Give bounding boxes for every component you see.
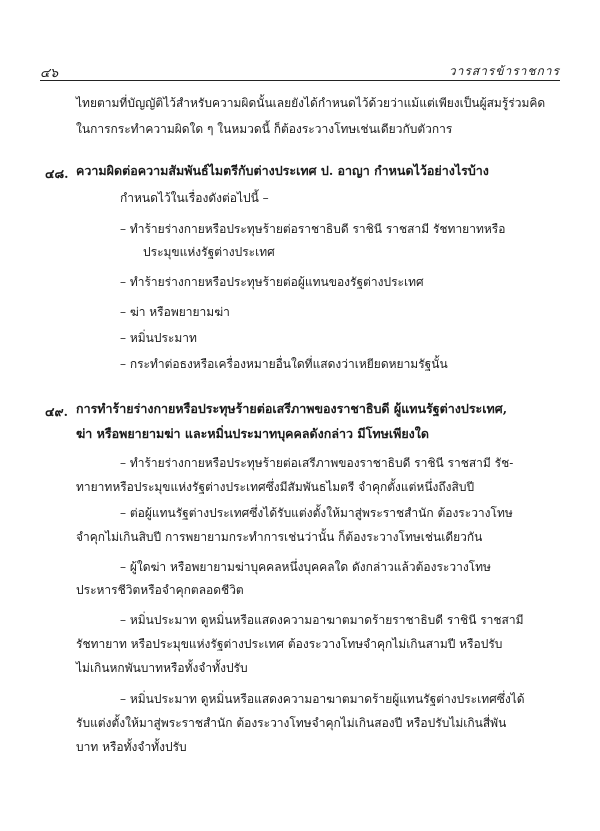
section-48-heading: ความผิดต่อความสัมพันธ์ไมตรีกับต่างประเทศ ป. อาญา กำหนดไว้อย่างไรบ้าง bbox=[76, 163, 489, 178]
section-49-para: ทายาทหรือประมุขแห่งรัฐต่างประเทศซึ่งมีสัมพันธไมตรี จำคุกตั้งแต่หนึ่งถึงสิบปี bbox=[76, 480, 475, 494]
section-48-item: – ทำร้ายร่างกายหรือประทุษร้ายต่อราชาธิบดี ราชินี ราชสามี รัชทายาทหรือ bbox=[120, 222, 506, 236]
intro-line-1: ไทยตามที่บัญญัติไว้สำหรับความผิดนั้นเลยยังได้กำหนดไว้ด้วยว่าแม้แต่เพียงเป็นผู้สมรู้ร่วมคิด bbox=[76, 96, 546, 110]
section-49-para: – ผู้ใดฆ่า หรือพยายามฆ่าบุคคลหนึ่งบุคคลใด ดังกล่าวแล้วต้องระวางโทษ bbox=[120, 560, 491, 574]
section-49-heading: ฆ่า หรือพยายามฆ่า และหมิ่นประมาทบุคคลดังกล่าว มีโทษเพียงใด bbox=[76, 426, 429, 441]
header-rule bbox=[40, 80, 560, 81]
section-48-item: – หมิ่นประมาท bbox=[120, 331, 197, 345]
section-49-para: จำคุกไม่เกินสิบปี การพยายามกระทำการเช่นว่านั้น ก็ต้องระวางโทษเช่นเดียวกัน bbox=[76, 530, 483, 544]
section-49-para: – หมิ่นประมาท ดูหมิ่นหรือแสดงความอาฆาตมาดร้ายราชาธิบดี ราชินี ราชสามี bbox=[120, 613, 524, 627]
section-49-para: – หมิ่นประมาท ดูหมิ่นหรือแสดงความอาฆาตมาดร้ายผู้แทนรัฐต่างประเทศซึ่งได้ bbox=[120, 692, 525, 706]
page-number: ๔๖ bbox=[40, 66, 59, 81]
page-header bbox=[40, 62, 560, 82]
section-48-lead: กำหนดไว้ในเรื่องดังต่อไปนี้ – bbox=[120, 191, 269, 205]
running-title: วารสารข้าราชการ bbox=[448, 64, 560, 78]
section-49-para: – ต่อผู้แทนรัฐต่างประเทศซึ่งได้รับแต่งตั้งให้มาสู่พระราชสำนัก ต้องระวางโทษ bbox=[120, 506, 513, 520]
section-48-item: – ฆ่า หรือพยายามฆ่า bbox=[120, 305, 230, 319]
section-48-item: ประมุขแห่งรัฐต่างประเทศ bbox=[143, 245, 275, 259]
section-48-item: – กระทำต่อธงหรือเครื่องหมายอื่นใดที่แสดงว่าเหยียดหยามรัฐนั้น bbox=[120, 357, 448, 371]
section-49-para: ไม่เกินหกพันบาทหรือทั้งจำทั้งปรับ bbox=[76, 661, 248, 675]
intro-line-2: ในการกระทำความผิดใด ๆ ในหมวดนี้ ก็ต้องระวางโทษเช่นเดียวกับตัวการ bbox=[76, 122, 453, 136]
section-49-para: – ทำร้ายร่างกายหรือประทุษร้ายต่อเสรีภาพของราชาธิบดี ราชินี ราชสามี รัช- bbox=[120, 456, 514, 470]
section-49-heading: การทำร้ายร่างกายหรือประทุษร้ายต่อเสรีภาพของราชาธิบดี ผู้แทนรัฐต่างประเทศ, bbox=[76, 401, 508, 416]
section-49-para: ประหารชีวิตหรือจำคุกตลอดชีวิต bbox=[76, 583, 244, 597]
section-48-item: – ทำร้ายร่างกายหรือประทุษร้ายต่อผู้แทนของรัฐต่างประเทศ bbox=[120, 275, 424, 289]
section-49-para: รัชทายาท หรือประมุขแห่งรัฐต่างประเทศ ต้องระวางโทษจำคุกไม่เกินสามปี หรือปรับ bbox=[76, 637, 503, 651]
section-49-number: ๔๙. bbox=[45, 404, 68, 419]
section-49-para: รับแต่งตั้งให้มาสู่พระราชสำนัก ต้องระวางโทษจำคุกไม่เกินสองปี หรือปรับไม่เกินสี่พัน bbox=[76, 716, 507, 730]
section-49-para: บาท หรือทั้งจำทั้งปรับ bbox=[76, 740, 187, 754]
section-48-number: ๔๘. bbox=[45, 166, 69, 181]
